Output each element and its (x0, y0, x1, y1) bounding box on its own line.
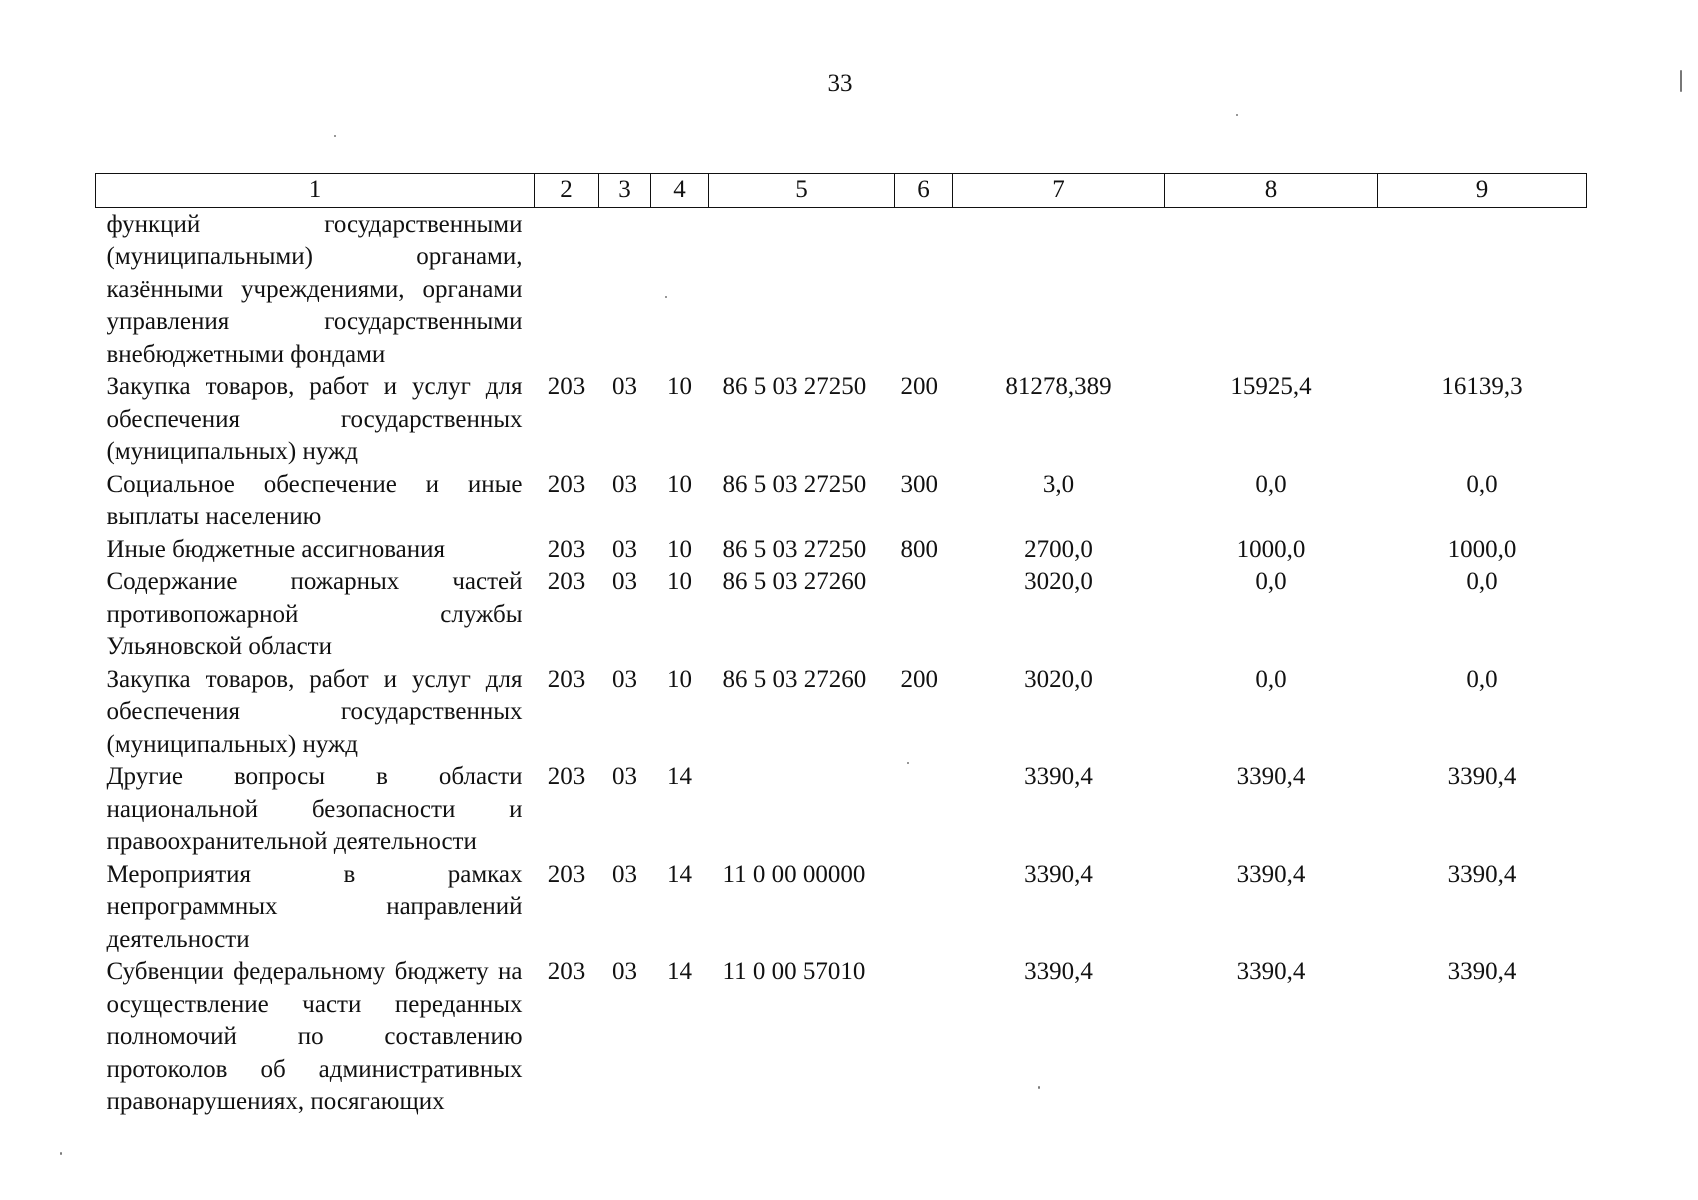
row-cell-col-3: 03 (612, 470, 637, 498)
row-cell-col-4: 10 (667, 665, 692, 693)
column-header-7: 7 (953, 174, 1165, 208)
row-cell-col-9 (1378, 207, 1587, 371)
row-cell-col-6: 800 (900, 535, 938, 563)
row-cell-col-9: 0,0 (1466, 568, 1498, 595)
row-cell-col-5: 86 5 03 27250 (722, 373, 867, 400)
row-cell-col-7: 2700,0 (1024, 535, 1093, 563)
row-cell-col-3: 03 (612, 535, 637, 563)
row-cell-col-6: 300 (900, 470, 938, 498)
table-row (96, 859, 1587, 957)
row-cell-col-2: 203 (547, 958, 586, 985)
row-name-cell: Содержание пожарных частей противопожарной службы Ульяновской области (106, 568, 523, 660)
row-cell-col-5: 86 5 03 27250 (722, 470, 867, 498)
row-cell-col-6 (895, 761, 953, 859)
row-cell-col-5 (709, 761, 895, 859)
row-cell-col-3: 03 (612, 373, 637, 400)
row-name-cell: Социальное обеспечение и иные выплаты населению (106, 470, 523, 530)
row-cell-col-4 (651, 207, 709, 371)
row-name-cell: Субвенции федеральному бюджету на осуществление части переданных полномочий по составлению протоколов об административных правонарушениях, посягающих (106, 958, 523, 1115)
row-cell-col-8: 0,0 (1255, 568, 1287, 595)
row-cell-col-5: 11 0 00 00000 (722, 860, 866, 888)
row-cell-col-4: 14 (667, 763, 692, 790)
row-name-cell: Закупка товаров, работ и услуг для обеспечения государственных (муниципальных) нужд (106, 665, 523, 758)
row-cell-col-6: 200 (900, 665, 938, 693)
column-header-6: 6 (895, 174, 953, 208)
row-name-cell: Иные бюджетные ассигнования (106, 535, 446, 563)
table-body (96, 207, 1587, 1119)
row-cell-col-9: 1000,0 (1447, 535, 1517, 563)
row-cell-col-7: 3390,4 (1024, 860, 1093, 888)
row-cell-col-2: 203 (547, 568, 586, 595)
scan-speck (907, 762, 909, 764)
row-cell-col-2 (535, 207, 599, 371)
table-row (96, 761, 1587, 859)
row-cell-col-6 (895, 207, 953, 371)
column-header-3: 3 (599, 174, 651, 208)
scan-speck (60, 1152, 62, 1155)
table-row (96, 534, 1587, 567)
scan-speck (334, 135, 336, 137)
row-cell-col-7: 3390,4 (1024, 958, 1093, 985)
row-cell-col-9: 16139,3 (1441, 373, 1523, 400)
row-cell-col-3: 03 (612, 568, 637, 595)
scan-speck (1236, 114, 1238, 116)
row-cell-col-3 (599, 207, 651, 371)
row-cell-col-4: 14 (667, 860, 692, 888)
row-cell-col-8 (1165, 207, 1378, 371)
column-header-4: 4 (651, 174, 709, 208)
row-cell-col-5: 86 5 03 27260 (722, 665, 867, 693)
row-cell-col-6 (895, 956, 953, 1119)
table-row (96, 469, 1587, 534)
table-row (96, 956, 1587, 1119)
header-row (96, 174, 1587, 208)
row-cell-col-9: 3390,4 (1447, 958, 1517, 985)
row-cell-col-5 (709, 207, 895, 371)
column-header-1: 1 (96, 174, 535, 208)
table-row (96, 371, 1587, 469)
row-cell-col-5: 11 0 00 57010 (722, 958, 866, 985)
row-cell-col-8: 3390,4 (1236, 860, 1306, 888)
row-name-cell: функций государственными (муниципальными) органами, казёнными учреждениями, органами управления государственными внебюджетными фондами (106, 210, 523, 368)
row-cell-col-8: 3390,4 (1236, 958, 1306, 985)
row-name-cell: Мероприятия в рамках непрограммных направлений деятельности (106, 860, 523, 953)
row-cell-col-3: 03 (612, 958, 637, 985)
table-row (96, 566, 1587, 664)
row-cell-col-7: 3390,4 (1024, 763, 1093, 790)
row-cell-col-4: 10 (667, 373, 692, 400)
row-cell-col-9: 3390,4 (1447, 763, 1517, 790)
row-cell-col-2: 203 (547, 665, 586, 693)
row-cell-col-9: 3390,4 (1447, 860, 1517, 888)
row-cell-col-6 (895, 859, 953, 957)
row-cell-col-7 (953, 207, 1165, 371)
table-header (96, 174, 1587, 208)
row-cell-col-7: 3020,0 (1024, 665, 1093, 693)
scan-speck (665, 296, 667, 298)
column-header-9: 9 (1378, 174, 1587, 208)
row-cell-col-3: 03 (612, 665, 637, 693)
row-cell-col-4: 14 (667, 958, 692, 985)
column-header-8: 8 (1165, 174, 1378, 208)
row-cell-col-4: 10 (667, 568, 692, 595)
row-cell-col-8: 3390,4 (1236, 763, 1306, 790)
row-cell-col-6: 200 (900, 373, 938, 400)
row-cell-col-8: 1000,0 (1236, 535, 1306, 563)
table-row (96, 207, 1587, 371)
column-header-2: 2 (535, 174, 599, 208)
page-number: 33 (827, 70, 853, 97)
scan-speck (1680, 70, 1682, 92)
row-cell-col-9: 0,0 (1466, 470, 1498, 498)
row-cell-col-9: 0,0 (1466, 665, 1498, 693)
row-cell-col-6 (895, 566, 953, 664)
row-cell-col-3: 03 (612, 763, 637, 790)
table-row (96, 664, 1587, 762)
row-cell-col-7: 3,0 (1042, 470, 1075, 498)
row-cell-col-4: 10 (667, 535, 692, 563)
row-cell-col-2: 203 (547, 535, 586, 563)
scan-speck (1038, 1086, 1040, 1089)
row-cell-col-2: 203 (547, 373, 586, 400)
row-cell-col-5: 86 5 03 27250 (722, 535, 867, 563)
row-cell-col-8: 0,0 (1255, 470, 1287, 498)
row-name-cell: Другие вопросы в области национальной безопасности и правоохранительной деятельности (106, 763, 523, 855)
row-cell-col-4: 10 (667, 470, 692, 498)
row-cell-col-8: 15925,4 (1230, 373, 1312, 400)
budget-table (95, 173, 1587, 1119)
column-header-5: 5 (709, 174, 895, 208)
row-cell-col-2: 203 (547, 763, 586, 790)
row-cell-col-2: 203 (547, 470, 586, 498)
row-cell-col-3: 03 (612, 860, 637, 888)
row-cell-col-7: 3020,0 (1024, 568, 1093, 595)
row-name-cell: Закупка товаров, работ и услуг для обеспечения государственных (муниципальных) нужд (106, 373, 523, 465)
row-cell-col-5: 86 5 03 27260 (722, 568, 867, 595)
row-cell-col-2: 203 (547, 860, 586, 888)
row-cell-col-7: 81278,389 (1005, 373, 1112, 400)
row-cell-col-8: 0,0 (1255, 665, 1287, 693)
